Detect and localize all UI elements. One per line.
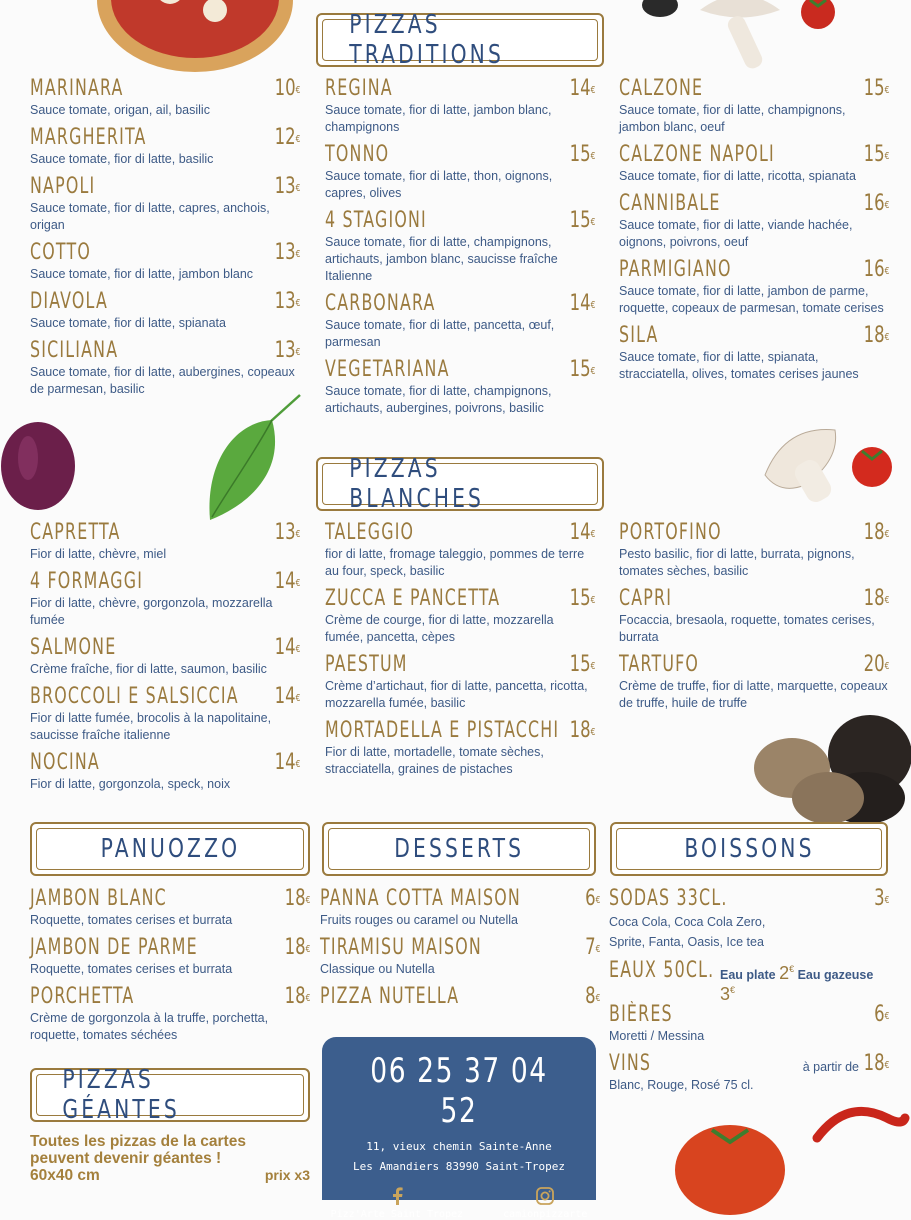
- item-description: Sauce tomate, fior di latte, ricotta, spianata: [619, 169, 856, 183]
- basil-image: [200, 392, 305, 527]
- geantes-note: Toutes les pizzas de la cartes peuvent devenir géantes ! 60x40 cm prix x3: [30, 1133, 310, 1184]
- menu-item: [325, 142, 595, 202]
- item-name: ZUCCA E PANCETTA: [325, 586, 501, 611]
- pizza-image: [95, 0, 295, 75]
- social-links: [322, 1187, 596, 1220]
- facebook-icon: [390, 1187, 404, 1205]
- item-description: Crème de gorgonzola à la truffe, porchetta, roquette, tomates séchées: [30, 1011, 269, 1042]
- item-price: 15€: [569, 208, 595, 233]
- item-description: Blanc, Rouge, Rosé 75 cl.: [609, 1078, 754, 1092]
- item-description: Sauce tomate, fior di latte, spianata: [30, 316, 226, 330]
- item-name: CARBONARA: [325, 291, 436, 316]
- menu-item: [619, 257, 889, 317]
- section-banner-traditions: PIZZAS TRADITIONS: [316, 13, 604, 67]
- section-banner-blanches: PIZZAS BLANCHES: [316, 457, 604, 511]
- menu-item: [30, 125, 300, 168]
- item-description: Pesto basilic, fior di latte, burrata, pignons, tomates sèches, basilic: [619, 547, 855, 578]
- menu-item: [619, 652, 889, 712]
- item-name: 4 FORMAGGI: [30, 569, 144, 594]
- item-price: 15€: [863, 76, 889, 101]
- item-price: 13€: [274, 289, 300, 314]
- menu-item: [30, 289, 300, 332]
- item-price: 14€: [569, 291, 595, 316]
- item-price: 13€: [274, 338, 300, 363]
- item-description: Sauce tomate, fior di latte, pancetta, œuf, parmesan: [325, 318, 555, 349]
- menu-item: [325, 76, 595, 136]
- item-price: 18€: [863, 520, 889, 545]
- menu-item: [619, 586, 889, 646]
- item-name: EAUX 50CL.: [609, 958, 715, 983]
- item-name: JAMBON DE PARME: [30, 935, 198, 960]
- item-name: VINS: [609, 1051, 652, 1076]
- menu-item: [30, 520, 300, 563]
- item-description: Roquette, tomates cerises et burrata: [30, 913, 233, 927]
- menu-item: [619, 191, 889, 251]
- menu-item: [320, 984, 600, 1010]
- item-description: Fior di latte fumée, brocolis à la napolitaine, saucisse fraîche italienne: [30, 711, 272, 742]
- item-price: 6€: [873, 1002, 889, 1027]
- menu-item: [30, 569, 300, 629]
- menu-item: [325, 586, 595, 646]
- item-price: 3€: [873, 886, 889, 911]
- item-name: CALZONE: [619, 76, 704, 101]
- onion-image: [0, 418, 80, 513]
- item-price: 18€: [284, 886, 310, 911]
- item-name: MORTADELLA E PISTACCHI: [325, 718, 560, 743]
- menu-item: [30, 935, 310, 978]
- menu-item: [30, 338, 300, 398]
- item-price: 13€: [274, 240, 300, 265]
- item-name: TARTUFO: [619, 652, 700, 677]
- item-description: Focaccia, bresaola, roquette, tomates cerises, burrata: [619, 613, 875, 644]
- item-description: Crème d’artichaut, fior di latte, pancetta, ricotta, mozzarella fumée, basilic: [325, 679, 588, 710]
- item-price: 18€: [284, 935, 310, 960]
- item-description: Fior di latte, chèvre, gorgonzola, mozzarella fumée: [30, 596, 273, 627]
- item-description: Moretti / Messina: [609, 1029, 705, 1043]
- menu-item: [30, 684, 300, 744]
- item-price: 16€: [863, 191, 889, 216]
- item-name: TONNO: [325, 142, 390, 167]
- item-description: Sauce tomate, fior di latte, aubergines, copeaux de parmesan, basilic: [30, 365, 295, 396]
- menu-item: [325, 520, 595, 580]
- item-description: Roquette, tomates cerises et burrata: [30, 962, 233, 976]
- item-price: 18€: [863, 323, 889, 348]
- menu-item: [30, 635, 300, 678]
- menu-item: [30, 174, 300, 234]
- item-price: 10€: [274, 76, 300, 101]
- item-price: 18€: [863, 1051, 889, 1076]
- menu-item: [325, 357, 595, 417]
- geantes-price: prix x3: [264, 1167, 310, 1183]
- item-name: CALZONE NAPOLI: [619, 142, 775, 167]
- item-description: Classique ou Nutella: [320, 962, 435, 976]
- item-description: Sauce tomate, fior di latte, viande hachée, oignons, poivrons, oeuf: [619, 218, 853, 249]
- drink-sodas: [609, 886, 889, 952]
- item-description: Fior di latte, chèvre, miel: [30, 547, 167, 561]
- item-name: BIÈRES: [609, 1002, 673, 1027]
- item-description: Sauce tomate, fior di latte, spianata, stracciatella, olives, tomates cerises jaunes: [619, 350, 859, 381]
- mushroom-tomato-image: [640, 0, 840, 80]
- menu-item: [325, 291, 595, 351]
- menu-item: [325, 718, 595, 778]
- item-description: Crème de truffe, fior di latte, marquette, copeaux de truffe, huile de truffe: [619, 679, 888, 710]
- tomato-image: [672, 1108, 911, 1200]
- item-price: 13€: [274, 174, 300, 199]
- item-price: 14€: [569, 520, 595, 545]
- item-description: Sauce tomate, fior di latte, capres, anchois, origan: [30, 201, 270, 232]
- menu-item: [320, 935, 600, 978]
- item-price: 20€: [863, 652, 889, 677]
- address: 11, vieux chemin Sainte-Anne Les Amandiers 83990 Saint-Tropez: [353, 1140, 565, 1173]
- instagram-link[interactable]: camionpizzarte: [503, 1187, 587, 1220]
- item-description: Sauce tomate, fior di latte, jambon blanc, champignons: [325, 103, 552, 134]
- item-description: Coca Cola, Coca Cola Zero, Sprite, Fanta, Oasis, Ice tea: [609, 915, 766, 949]
- item-price: 13€: [274, 520, 300, 545]
- item-price: 15€: [569, 142, 595, 167]
- item-description: Sauce tomate, fior di latte, champignons, jambon blanc, oeuf: [619, 103, 846, 134]
- item-description: fior di latte, fromage taleggio, pommes de terre au four, speck, basilic: [325, 547, 585, 578]
- menu-item: [30, 76, 300, 119]
- item-price: 18€: [863, 586, 889, 611]
- drink-bieres: [609, 1002, 889, 1045]
- item-price: 18€: [569, 718, 595, 743]
- item-name: TALEGGIO: [325, 520, 415, 545]
- panuozzo-list: [30, 886, 310, 1050]
- item-name: 4 STAGIONI: [325, 208, 427, 233]
- section-banner-desserts: DESSERTS: [322, 822, 596, 876]
- item-name: PANNA COTTA MAISON: [320, 886, 521, 911]
- traditions-col-3: [619, 76, 889, 389]
- menu-item: [619, 323, 889, 383]
- item-name: MARINARA: [30, 76, 124, 101]
- item-name: PARMIGIANO: [619, 257, 732, 282]
- item-name: REGINA: [325, 76, 393, 101]
- section-banner-geantes: PIZZAS GÉANTES: [30, 1068, 310, 1122]
- item-description: Fior di latte, mortadelle, tomate sèches, stracciatella, graines de pistaches: [325, 745, 544, 776]
- menu-item: [325, 208, 595, 285]
- item-price: 16€: [863, 257, 889, 282]
- item-name: SICILIANA: [30, 338, 119, 363]
- menu-item: [30, 750, 300, 793]
- contact-box: [322, 1037, 596, 1220]
- item-price: 15€: [569, 357, 595, 382]
- menu-item: [30, 984, 310, 1044]
- item-description: Fruits rouges ou caramel ou Nutella: [320, 913, 519, 927]
- traditions-col-2: [325, 76, 595, 423]
- item-name: CAPRI: [619, 586, 673, 611]
- drink-vins: [609, 1051, 889, 1094]
- menu-item: [30, 886, 310, 929]
- item-price: 14€: [569, 76, 595, 101]
- menu-item: [320, 886, 600, 929]
- item-description: Sauce tomate, fior di latte, jambon blanc: [30, 267, 254, 281]
- item-description: Sauce tomate, fior di latte, champignons, artichauts, aubergines, poivrons, basilic: [325, 384, 552, 415]
- item-name: SODAS 33CL.: [609, 886, 728, 911]
- instagram-icon: [536, 1187, 554, 1205]
- blanches-col-2: [325, 520, 595, 784]
- item-name: CANNIBALE: [619, 191, 721, 216]
- item-name: PAESTUM: [325, 652, 408, 677]
- item-price: 14€: [274, 569, 300, 594]
- item-name: SALMONE: [30, 635, 117, 660]
- phone-number[interactable]: 06 25 37 04 52: [370, 1051, 548, 1131]
- item-name: VEGETARIANA: [325, 357, 450, 382]
- item-description: Sauce tomate, fior di latte, jambon de parme, roquette, copeaux de parmesan, tomate cerises: [619, 284, 884, 315]
- menu-item: [619, 520, 889, 580]
- item-description: Sauce tomate, origan, ail, basilic: [30, 103, 210, 117]
- mushroom-image: [750, 415, 910, 510]
- blanches-col-3: [619, 520, 889, 718]
- item-price: 15€: [569, 586, 595, 611]
- section-banner-panuozzo: PANUOZZO: [30, 822, 310, 876]
- item-description: Sauce tomate, fior di latte, basilic: [30, 152, 214, 166]
- item-name: NOCINA: [30, 750, 100, 775]
- item-price: 7€: [584, 935, 600, 960]
- item-name: COTTO: [30, 240, 92, 265]
- truffle-image: [750, 700, 911, 825]
- boissons-list: [609, 886, 889, 1100]
- item-price: 8€: [584, 984, 600, 1009]
- item-name: CAPRETTA: [30, 520, 121, 545]
- item-name: PORTOFINO: [619, 520, 722, 545]
- item-price: 15€: [569, 652, 595, 677]
- blanches-col-1: [30, 520, 300, 799]
- item-price: 15€: [863, 142, 889, 167]
- item-name: DIAVOLA: [30, 289, 108, 314]
- item-name: PIZZA NUTELLA: [320, 984, 460, 1009]
- item-name: JAMBON BLANC: [30, 886, 167, 911]
- item-description: Crème fraîche, fior di latte, saumon, basilic: [30, 662, 267, 676]
- drink-eaux: [609, 958, 889, 1004]
- menu-item: [325, 652, 595, 712]
- menu-item: [619, 76, 889, 136]
- traditions-col-1: [30, 76, 300, 404]
- item-price: 14€: [274, 635, 300, 660]
- item-name: NAPOLI: [30, 174, 96, 199]
- item-name: PORCHETTA: [30, 984, 135, 1009]
- menu-item: [619, 142, 889, 185]
- section-banner-boissons: BOISSONS: [610, 822, 888, 876]
- desserts-list: [320, 886, 600, 1016]
- item-name: TIRAMISU MAISON: [320, 935, 482, 960]
- item-name: MARGHERITA: [30, 125, 147, 150]
- water-prices: Eau plate 2€ Eau gazeuse 3€: [720, 963, 874, 1004]
- item-price: 14€: [274, 684, 300, 709]
- item-name: BROCCOLI E SALSICCIA: [30, 684, 239, 709]
- item-description: Sauce tomate, fior di latte, thon, oignons, capres, olives: [325, 169, 553, 200]
- facebook-link[interactable]: Pizz'Arte Saint Tropez: [331, 1187, 463, 1220]
- item-description: Sauce tomate, fior di latte, champignons, artichauts, jambon blanc, saucisse fraîche Italienne: [325, 235, 558, 283]
- item-price: 14€: [274, 750, 300, 775]
- item-description: Fior di latte, gorgonzola, speck, noix: [30, 777, 231, 791]
- price-prefix: à partir de: [802, 1060, 859, 1074]
- menu-item: [30, 240, 300, 283]
- item-price: 18€: [284, 984, 310, 1009]
- item-price: 6€: [584, 886, 600, 911]
- item-name: SILA: [619, 323, 659, 348]
- item-price: 12€: [274, 125, 300, 150]
- item-description: Crème de courge, fior di latte, mozzarella fumée, pancetta, cèpes: [325, 613, 554, 644]
